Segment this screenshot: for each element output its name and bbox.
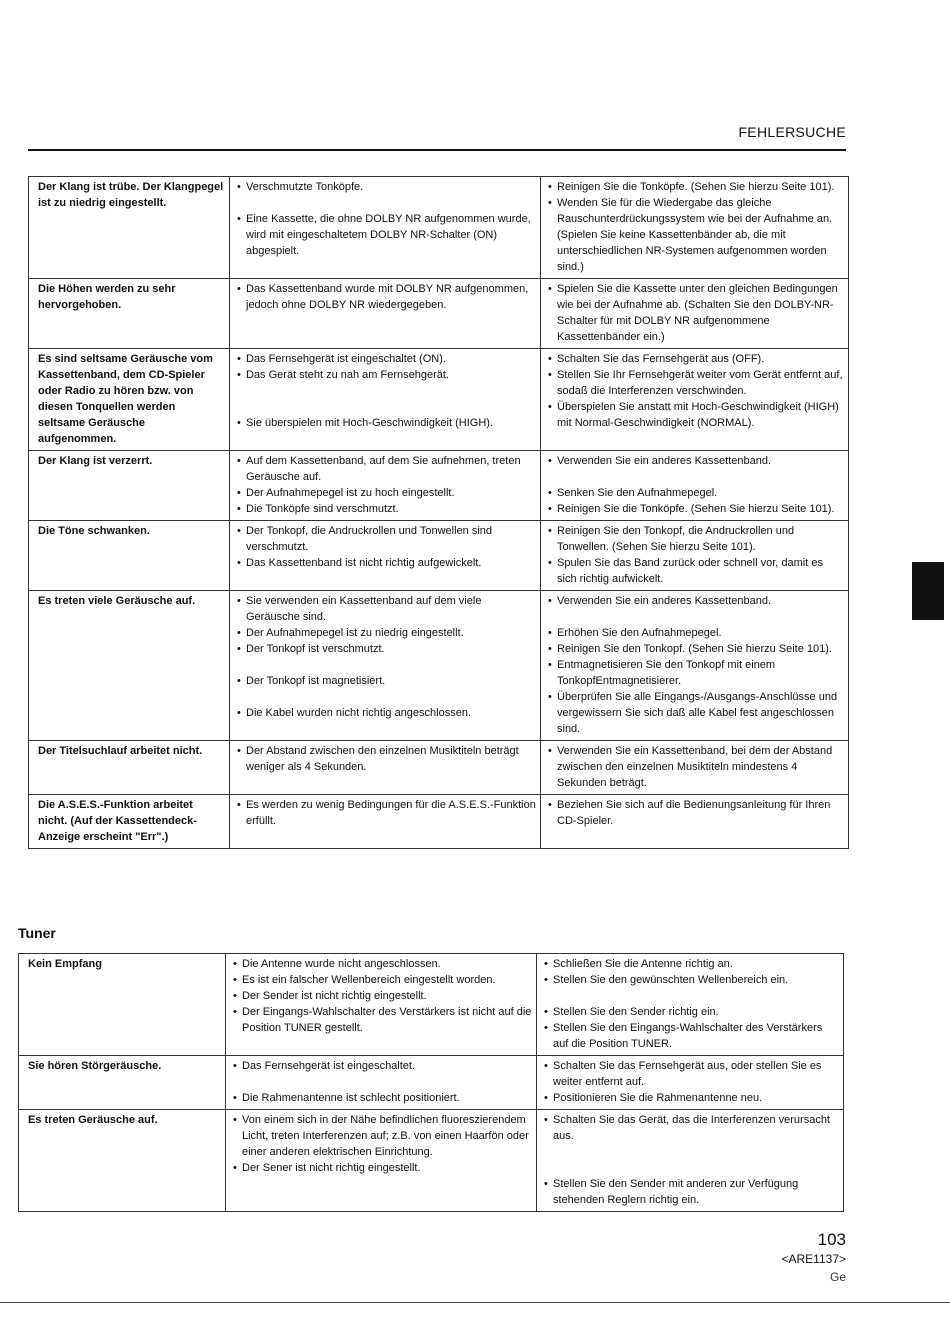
remedy-cell [541,177,849,279]
problem-cell: Es sind seltsame Geräusche vom Kassettenband, dem CD-Spieler oder Radio zu hören bzw. von diesen Tonquellen werden seltsame Geräusche aufgenommen. [29,349,230,451]
remedy-cell-list [547,351,844,431]
remedy-item: • Schließen Sie die Antenne richtig an. [543,956,839,972]
cause-cell-list [232,1058,532,1106]
remedy-cell [541,741,849,795]
table-row [29,521,849,591]
problem-cell: Die Höhen werden zu sehr hervorgehoben. [29,279,230,349]
problem-cell: Es treten Geräusche auf. [19,1110,226,1212]
cause-item: • Der Abstand zwischen den einzelnen Musiktiteln beträgt weniger als 4 Sekunden. [236,743,536,775]
table-row [19,1056,844,1110]
table-row [29,349,849,451]
cause-item: • Es ist ein falscher Wellenbereich eingestellt worden. [232,972,532,988]
remedy-item: • Überprüfen Sie alle Eingangs-/Ausgangs-Anschlüsse und vergewissern Sie sich daß alle Kabel fest angeschlossen sind. [547,689,844,737]
remedy-item: • Reinigen Sie den Tonkopf, die Andruckrollen und Tonwellen. (Sehen Sie hierzu Seite 101). [547,523,844,555]
cause-item: • Das Kassettenband wurde mit DOLBY NR aufgenommen, jedoch ohne DOLBY NR wiedergegeben. [236,281,536,313]
cause-cell [230,521,541,591]
cause-item: • Der Sender ist nicht richtig eingestellt. [232,988,532,1004]
cause-cell [230,795,541,849]
remedy-cell-list [547,743,844,791]
remedy-cell [541,591,849,741]
table-row [29,795,849,849]
remedy-cell-list [547,523,844,587]
remedy-item: • Schalten Sie das Fernsehgerät aus, oder stellen Sie es weiter entfernt auf. [543,1058,839,1090]
section-title: FEHLERSUCHE [738,124,846,140]
remedy-cell [541,795,849,849]
tuner-heading: Tuner [18,925,56,941]
cause-item: • Der Aufnahmepegel ist zu hoch eingestellt. [236,485,536,501]
remedy-item: • Erhöhen Sie den Aufnahmepegel. [547,625,844,641]
remedy-cell [541,521,849,591]
cause-cell [226,1110,537,1212]
remedy-item: • Beziehen Sie sich auf die Bedienungsanleitung für Ihren CD-Spieler. [547,797,844,829]
cause-item: • Der Sener ist nicht richtig eingestellt. [232,1160,532,1176]
table-row [29,591,849,741]
remedy-cell-list [547,179,844,275]
problem-cell: Sie hören Störgeräusche. [19,1056,226,1110]
cause-item: • Das Fernsehgerät ist eingeschaltet (ON). [236,351,536,367]
cause-cell [230,349,541,451]
remedy-cell-list [547,797,844,829]
problem-cell: Die A.S.E.S.-Funktion arbeitet nicht. (Auf der Kassettendeck-Anzeige erscheint "Err".) [29,795,230,849]
bottom-rule [0,1302,950,1303]
remedy-item: • Spulen Sie das Band zurück oder schnell vor, damit es sich richtig aufwickelt. [547,555,844,587]
cause-item: • Das Kassettenband ist nicht richtig aufgewickelt. [236,555,536,571]
problem-cell: Die Töne schwanken. [29,521,230,591]
remedy-cell-list [547,593,844,737]
problem-cell: Der Titelsuchlauf arbeitet nicht. [29,741,230,795]
cause-item: • Sie verwenden ein Kassettenband auf dem viele Geräusche sind. [236,593,536,625]
table-row [19,1110,844,1212]
remedy-item: • Stellen Sie den Eingangs-Wahlschalter des Verstärkers auf die Position TUNER. [543,1020,839,1052]
problem-cell: Der Klang ist trübe. Der Klangpegel ist zu niedrig eingestellt. [29,177,230,279]
cause-cell-list [236,797,536,829]
remedy-cell-list [547,453,844,517]
cause-cell-list [236,281,536,313]
cause-item: • Die Antenne wurde nicht angeschlossen. [232,956,532,972]
cause-item: • Der Tonkopf ist verschmutzt. [236,641,536,657]
language-code: Ge [829,1270,846,1284]
remedy-item: • Verwenden Sie ein Kassettenband, bei dem der Abstand zwischen den einzelnen Musiktiteln mindestens 4 Sekunden beträgt. [547,743,844,791]
remedy-item: • Überspielen Sie anstatt mit Hoch-Geschwindigkeit (HIGH) mit Normal-Geschwindigkeit (NORMAL). [547,399,844,431]
tuner-table-body [19,954,844,1212]
troubleshooting-table [28,176,849,849]
problem-cell: Kein Empfang [19,954,226,1056]
table-row [29,177,849,279]
top-rule [28,149,846,151]
cause-cell-list [236,351,536,431]
cause-cell-list [236,743,536,775]
cause-cell-list [236,179,536,259]
cause-item: • Von einem sich in der Nähe befindlichen fluoreszierendem Licht, treten Interferenzen auf; z.B. von einen Haarfön oder einer anderen elektrischen Einrichtung. [232,1112,532,1160]
remedy-item: • Stellen Sie Ihr Fernsehgerät weiter vom Gerät entfernt auf, sodaß die Interferenzen verschwinden. [547,367,844,399]
cause-item: • Verschmutzte Tonköpfe. [236,179,536,195]
cause-cell [230,451,541,521]
page-number: 103 [817,1230,846,1249]
cause-cell [230,741,541,795]
cause-item: • Der Aufnahmepegel ist zu niedrig eingestellt. [236,625,536,641]
table-row [29,741,849,795]
table-row [19,954,844,1056]
remedy-item: • Schalten Sie das Gerät, das die Interferenzen verursacht aus. [543,1112,839,1144]
remedy-cell [537,1110,844,1212]
cause-cell [230,279,541,349]
remedy-item: • Spielen Sie die Kassette unter den gleichen Bedingungen wie bei der Aufnahme ab. (Schalten Sie den DOLBY-NR-Schalter für mit DOLBY NR aufgenommene Kassettenbänder ein.) [547,281,844,345]
cause-item: • Die Tonköpfe sind verschmutzt. [236,501,536,517]
cause-item: • Eine Kassette, die ohne DOLBY NR aufgenommen wurde, wird mit eingeschaltetem DOLBY NR-Schalter (ON) abgespielt. [236,211,536,259]
remedy-cell [537,1056,844,1110]
remedy-item: • Reinigen Sie den Tonkopf. (Sehen Sie hierzu Seite 101). [547,641,844,657]
cause-cell-list [236,523,536,571]
cause-item: • Sie überspielen mit Hoch-Geschwindigkeit (HIGH). [236,415,536,431]
remedy-item: • Reinigen Sie die Tonköpfe. (Sehen Sie hierzu Seite 101). [547,179,844,195]
remedy-item: • Stellen Sie den Sender mit anderen zur Verfügung stehenden Reglern richtig ein. [543,1176,839,1208]
remedy-item: • Entmagnetisieren Sie den Tonkopf mit einem TonkopfEntmagnetisierer. [547,657,844,689]
remedy-item: • Senken Sie den Aufnahmepegel. [547,485,844,501]
remedy-item: • Reinigen Sie die Tonköpfe. (Sehen Sie hierzu Seite 101). [547,501,844,517]
cause-cell-list [236,453,536,517]
cause-item: • Es werden zu wenig Bedingungen für die A.S.E.S.-Funktion erfüllt. [236,797,536,829]
cause-cell-list [236,593,536,721]
document-code: <ARE1137> [781,1252,846,1266]
remedy-cell-list [543,1112,839,1208]
problem-cell: Es treten viele Geräusche auf. [29,591,230,741]
cause-item: • Das Gerät steht zu nah am Fernsehgerät. [236,367,536,383]
remedy-cell-list [543,956,839,1052]
cause-cell [226,954,537,1056]
remedy-cell-list [543,1058,839,1106]
cause-item: • Das Fernsehgerät ist eingeschaltet. [232,1058,532,1074]
cause-item: • Auf dem Kassettenband, auf dem Sie aufnehmen, treten Geräusche auf. [236,453,536,485]
table-row [29,279,849,349]
remedy-item: • Verwenden Sie ein anderes Kassettenband. [547,593,844,609]
troubleshooting-table-body [29,177,849,849]
cause-cell [226,1056,537,1110]
remedy-item: • Stellen Sie den Sender richtig ein. [543,1004,839,1020]
table-row [29,451,849,521]
remedy-cell-list [547,281,844,345]
remedy-item: • Stellen Sie den gewünschten Wellenbereich ein. [543,972,839,988]
cause-cell-list [232,956,532,1036]
remedy-item: • Schalten Sie das Fernsehgerät aus (OFF). [547,351,844,367]
tuner-troubleshooting-table [18,953,844,1212]
remedy-cell [537,954,844,1056]
cause-item: • Der Eingangs-Wahlschalter des Verstärkers ist nicht auf die Position TUNER gestellt. [232,1004,532,1036]
problem-cell: Der Klang ist verzerrt. [29,451,230,521]
cause-cell-list [232,1112,532,1176]
remedy-item: • Wenden Sie für die Wiedergabe das gleiche Rauschunterdrückungssystem wie bei der Aufnahme an. (Spielen Sie keine Kassettenbänder ab, die mit unterschiedlichen NR-Systemen aufgenommen worden sind.) [547,195,844,275]
remedy-cell [541,349,849,451]
remedy-item: • Verwenden Sie ein anderes Kassettenband. [547,453,844,469]
remedy-cell [541,279,849,349]
cause-item: • Der Tonkopf, die Andruckrollen und Tonwellen sind verschmutzt. [236,523,536,555]
cause-cell [230,177,541,279]
cause-cell [230,591,541,741]
remedy-cell [541,451,849,521]
section-tab-marker [912,562,944,620]
remedy-item: • Positionieren Sie die Rahmenantenne neu. [543,1090,839,1106]
cause-item: • Die Kabel wurden nicht richtig angeschlossen. [236,705,536,721]
cause-item: • Der Tonkopf ist magnetisiert. [236,673,536,689]
cause-item: • Die Rahmenantenne ist schlecht positioniert. [232,1090,532,1106]
